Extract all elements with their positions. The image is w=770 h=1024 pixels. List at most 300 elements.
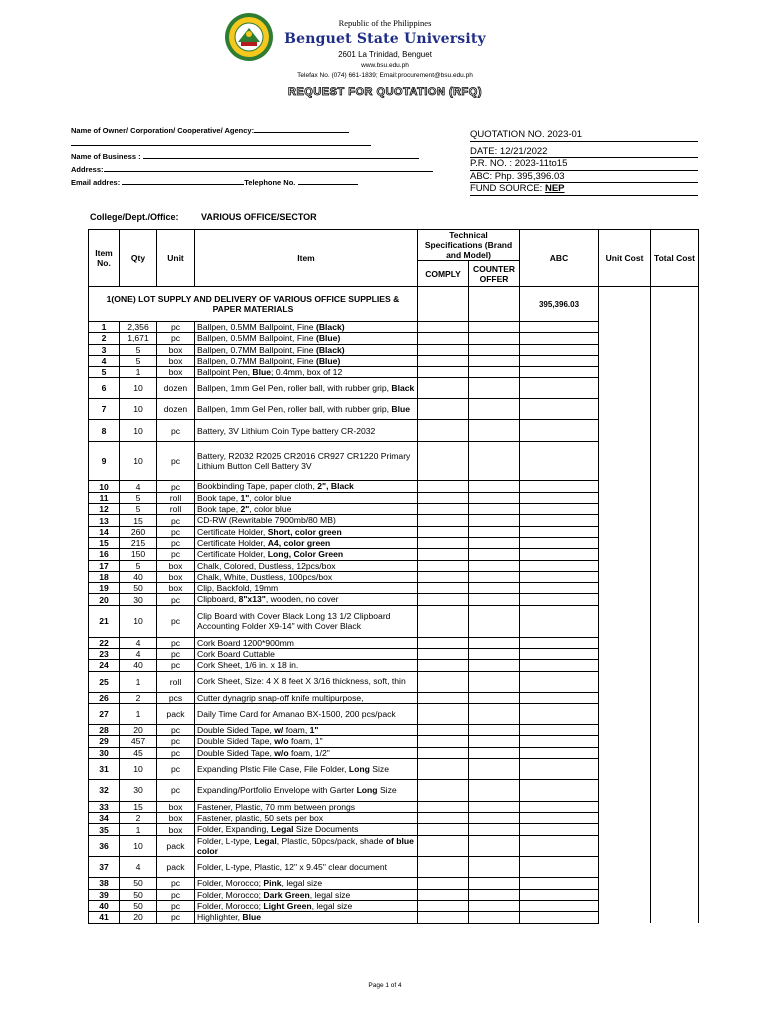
comply-cell[interactable] bbox=[418, 367, 469, 378]
total-cost-cell[interactable] bbox=[651, 900, 699, 911]
item-number: 25 bbox=[89, 671, 120, 692]
total-cost-cell[interactable] bbox=[651, 813, 699, 824]
counter-offer-cell[interactable] bbox=[469, 736, 520, 747]
counter-offer-cell[interactable] bbox=[469, 824, 520, 835]
abc-cell bbox=[520, 889, 599, 900]
item-number: 17 bbox=[89, 560, 120, 571]
comply-cell[interactable] bbox=[418, 747, 469, 758]
unit-cost-cell[interactable] bbox=[599, 605, 651, 637]
comply-cell[interactable] bbox=[418, 504, 469, 515]
lot-counter-cell[interactable] bbox=[469, 287, 520, 322]
counter-offer-cell[interactable] bbox=[469, 537, 520, 548]
unit-cost-cell[interactable] bbox=[599, 583, 651, 594]
total-cost-cell[interactable] bbox=[651, 322, 699, 333]
counter-offer-cell[interactable] bbox=[469, 571, 520, 582]
counter-offer-cell[interactable] bbox=[469, 322, 520, 333]
item-qty: 10 bbox=[120, 605, 157, 637]
table-row bbox=[89, 594, 699, 605]
item-qty: 1 bbox=[120, 671, 157, 692]
item-number: 12 bbox=[89, 504, 120, 515]
university-address: 2601 La Trinidad, Benguet bbox=[338, 50, 432, 59]
telephone-line[interactable] bbox=[298, 176, 358, 185]
total-cost-cell[interactable] bbox=[651, 355, 699, 366]
item-qty: 50 bbox=[120, 583, 157, 594]
counter-offer-cell[interactable] bbox=[469, 747, 520, 758]
total-cost-cell[interactable] bbox=[651, 560, 699, 571]
item-number: 29 bbox=[89, 736, 120, 747]
item-unit: pc bbox=[157, 912, 195, 923]
item-number: 5 bbox=[89, 367, 120, 378]
item-number: 6 bbox=[89, 378, 120, 399]
item-description: Folder, Expanding, Legal Size Documents bbox=[195, 824, 418, 835]
total-cost-cell[interactable] bbox=[651, 779, 699, 801]
counter-offer-cell[interactable] bbox=[469, 526, 520, 537]
owner-line-2[interactable] bbox=[71, 137, 371, 146]
total-cost-cell[interactable] bbox=[651, 835, 699, 857]
total-cost-cell[interactable] bbox=[651, 367, 699, 378]
unit-cost-cell[interactable] bbox=[599, 526, 651, 537]
unit-cost-cell[interactable] bbox=[599, 660, 651, 671]
unit-cost-cell[interactable] bbox=[599, 747, 651, 758]
email-label: Email addres: bbox=[71, 178, 121, 187]
total-cost-cell[interactable] bbox=[651, 571, 699, 582]
counter-offer-cell[interactable] bbox=[469, 583, 520, 594]
unit-cost-cell[interactable] bbox=[599, 367, 651, 378]
item-unit: pc bbox=[157, 594, 195, 605]
unit-cost-cell[interactable] bbox=[599, 671, 651, 692]
counter-offer-cell[interactable] bbox=[469, 605, 520, 637]
comply-cell[interactable] bbox=[418, 779, 469, 801]
comply-cell[interactable] bbox=[418, 736, 469, 747]
counter-offer-cell[interactable] bbox=[469, 900, 520, 911]
item-qty: 10 bbox=[120, 420, 157, 442]
table-row bbox=[89, 900, 699, 911]
item-number: 33 bbox=[89, 801, 120, 812]
abc-cell bbox=[520, 758, 599, 779]
item-number: 20 bbox=[89, 594, 120, 605]
item-qty: 4 bbox=[120, 637, 157, 648]
total-cost-cell[interactable] bbox=[651, 515, 699, 526]
item-qty: 15 bbox=[120, 801, 157, 812]
item-unit: roll bbox=[157, 492, 195, 503]
comply-cell[interactable] bbox=[418, 605, 469, 637]
unit-cost-cell[interactable] bbox=[599, 442, 651, 481]
total-cost-cell[interactable] bbox=[651, 333, 699, 344]
college-label: College/Dept./Office: bbox=[90, 212, 179, 222]
counter-offer-cell[interactable] bbox=[469, 835, 520, 857]
item-qty: 50 bbox=[120, 889, 157, 900]
unit-cost-cell[interactable] bbox=[599, 835, 651, 857]
item-qty: 30 bbox=[120, 779, 157, 801]
item-qty: 40 bbox=[120, 571, 157, 582]
total-cost-cell[interactable] bbox=[651, 747, 699, 758]
counter-offer-cell[interactable] bbox=[469, 878, 520, 889]
unit-cost-cell[interactable] bbox=[599, 322, 651, 333]
total-cost-cell[interactable] bbox=[651, 344, 699, 355]
total-cost-cell[interactable] bbox=[651, 492, 699, 503]
unit-cost-cell[interactable] bbox=[599, 637, 651, 648]
comply-cell[interactable] bbox=[418, 549, 469, 560]
owner-line[interactable] bbox=[254, 124, 349, 133]
total-cost-cell[interactable] bbox=[651, 724, 699, 735]
comply-cell[interactable] bbox=[418, 333, 469, 344]
item-description: Fastener, plastic, 50 sets per box bbox=[195, 813, 418, 824]
unit-cost-cell[interactable] bbox=[599, 692, 651, 703]
header-spec: Technical Specifications (Brand and Model) bbox=[418, 230, 520, 261]
table-row bbox=[89, 878, 699, 889]
total-cost-cell[interactable] bbox=[651, 378, 699, 399]
item-description: Bookbinding Tape, paper cloth, 2", Black bbox=[195, 481, 418, 492]
unit-cost-cell[interactable] bbox=[599, 333, 651, 344]
unit-cost-cell[interactable] bbox=[599, 594, 651, 605]
unit-cost-cell[interactable] bbox=[599, 420, 651, 442]
total-cost-cell[interactable] bbox=[651, 649, 699, 660]
counter-offer-cell[interactable] bbox=[469, 442, 520, 481]
unit-cost-cell[interactable] bbox=[599, 515, 651, 526]
counter-offer-cell[interactable] bbox=[469, 481, 520, 492]
fund-source bbox=[470, 183, 698, 196]
unit-cost-cell[interactable] bbox=[599, 703, 651, 724]
comply-cell[interactable] bbox=[418, 571, 469, 582]
table-row bbox=[89, 526, 699, 537]
abc-cell bbox=[520, 813, 599, 824]
item-qty: 20 bbox=[120, 912, 157, 923]
table-row bbox=[89, 344, 699, 355]
counter-offer-cell[interactable] bbox=[469, 703, 520, 724]
abc-cell bbox=[520, 399, 599, 420]
item-description: Cork Board 1200*900mm bbox=[195, 637, 418, 648]
unit-cost-cell[interactable] bbox=[599, 912, 651, 923]
item-description: Ballpen, 0.5MM Ballpoint, Fine (Blue) bbox=[195, 333, 418, 344]
unit-cost-cell[interactable] bbox=[599, 857, 651, 878]
total-cost-cell[interactable] bbox=[651, 660, 699, 671]
total-cost-cell[interactable] bbox=[651, 758, 699, 779]
total-cost-cell[interactable] bbox=[651, 583, 699, 594]
item-description: Chalk, White, Dustless, 100pcs/box bbox=[195, 571, 418, 582]
item-number: 28 bbox=[89, 724, 120, 735]
telephone-label: Telephone No. bbox=[244, 178, 296, 187]
item-qty: 457 bbox=[120, 736, 157, 747]
unit-cost-cell[interactable] bbox=[599, 736, 651, 747]
item-qty: 1 bbox=[120, 824, 157, 835]
counter-offer-cell[interactable] bbox=[469, 671, 520, 692]
item-number: 34 bbox=[89, 813, 120, 824]
table-row bbox=[89, 399, 699, 420]
comply-cell[interactable] bbox=[418, 801, 469, 812]
total-cost-cell[interactable] bbox=[651, 481, 699, 492]
unit-cost-cell[interactable] bbox=[599, 900, 651, 911]
counter-offer-cell[interactable] bbox=[469, 515, 520, 526]
unit-cost-cell[interactable] bbox=[599, 878, 651, 889]
comply-cell[interactable] bbox=[418, 637, 469, 648]
counter-offer-cell[interactable] bbox=[469, 724, 520, 735]
comply-cell[interactable] bbox=[418, 660, 469, 671]
total-cost-cell[interactable] bbox=[651, 526, 699, 537]
item-qty: 1 bbox=[120, 367, 157, 378]
document-title: REQUEST FOR QUOTATION (RFQ) bbox=[288, 86, 482, 98]
quotation-block bbox=[470, 129, 698, 196]
item-qty: 45 bbox=[120, 747, 157, 758]
comply-cell[interactable] bbox=[418, 344, 469, 355]
counter-offer-cell[interactable] bbox=[469, 549, 520, 560]
comply-cell[interactable] bbox=[418, 442, 469, 481]
item-unit: pc bbox=[157, 878, 195, 889]
table-row bbox=[89, 504, 699, 515]
total-cost-cell[interactable] bbox=[651, 537, 699, 548]
counter-offer-cell[interactable] bbox=[469, 355, 520, 366]
unit-cost-cell[interactable] bbox=[599, 492, 651, 503]
item-unit: pc bbox=[157, 649, 195, 660]
total-cost-cell[interactable] bbox=[651, 605, 699, 637]
counter-offer-cell[interactable] bbox=[469, 692, 520, 703]
business-label: Name of Business : bbox=[71, 152, 141, 161]
unit-cost-cell[interactable] bbox=[599, 824, 651, 835]
item-unit: box bbox=[157, 355, 195, 366]
lot-comply-cell[interactable] bbox=[418, 287, 469, 322]
unit-cost-cell[interactable] bbox=[599, 813, 651, 824]
comply-cell[interactable] bbox=[418, 515, 469, 526]
item-description: Ballpen, 0.5MM Ballpoint, Fine (Black) bbox=[195, 322, 418, 333]
counter-offer-cell[interactable] bbox=[469, 801, 520, 812]
comply-cell[interactable] bbox=[418, 322, 469, 333]
item-description: Expanding/Portfolio Envelope with Garter Long Size bbox=[195, 779, 418, 801]
item-number: 16 bbox=[89, 549, 120, 560]
total-cost-cell[interactable] bbox=[651, 801, 699, 812]
header-counter-offer: COUNTER OFFER bbox=[469, 261, 520, 287]
comply-cell[interactable] bbox=[418, 671, 469, 692]
comply-cell[interactable] bbox=[418, 537, 469, 548]
comply-cell[interactable] bbox=[418, 857, 469, 878]
table-row bbox=[89, 824, 699, 835]
item-description: Cutter dynagrip snap-off knife multipurpose, bbox=[195, 692, 418, 703]
abc-cell bbox=[520, 835, 599, 857]
item-description: Book tape, 2", color blue bbox=[195, 504, 418, 515]
comply-cell[interactable] bbox=[418, 583, 469, 594]
item-number: 3 bbox=[89, 344, 120, 355]
abc-cell bbox=[520, 560, 599, 571]
item-number: 1 bbox=[89, 322, 120, 333]
comply-cell[interactable] bbox=[418, 889, 469, 900]
item-unit: pc bbox=[157, 779, 195, 801]
item-description: Expanding Plstic File Case, File Folder, Long Size bbox=[195, 758, 418, 779]
item-unit: pc bbox=[157, 758, 195, 779]
total-cost-cell[interactable] bbox=[651, 736, 699, 747]
comply-cell[interactable] bbox=[418, 560, 469, 571]
unit-cost-cell[interactable] bbox=[599, 481, 651, 492]
counter-offer-cell[interactable] bbox=[469, 333, 520, 344]
business-line[interactable] bbox=[143, 150, 419, 159]
item-description: Fastener, Plastic, 70 mm between prongs bbox=[195, 801, 418, 812]
comply-cell[interactable] bbox=[418, 835, 469, 857]
item-description: Certificate Holder, Long, Color Green bbox=[195, 549, 418, 560]
header-abc: ABC bbox=[520, 230, 599, 287]
item-qty: 5 bbox=[120, 344, 157, 355]
item-qty: 10 bbox=[120, 835, 157, 857]
unit-cost-cell[interactable] bbox=[599, 801, 651, 812]
university-name: Benguet State University bbox=[284, 31, 486, 47]
counter-offer-cell[interactable] bbox=[469, 560, 520, 571]
abc-cell bbox=[520, 492, 599, 503]
item-unit: pack bbox=[157, 703, 195, 724]
unit-cost-cell[interactable] bbox=[599, 779, 651, 801]
total-cost-cell[interactable] bbox=[651, 824, 699, 835]
total-cost-cell[interactable] bbox=[651, 912, 699, 923]
counter-offer-cell[interactable] bbox=[469, 504, 520, 515]
comply-cell[interactable] bbox=[418, 813, 469, 824]
comply-cell[interactable] bbox=[418, 878, 469, 889]
table-row bbox=[89, 537, 699, 548]
unit-cost-cell[interactable] bbox=[599, 571, 651, 582]
item-number: 32 bbox=[89, 779, 120, 801]
counter-offer-cell[interactable] bbox=[469, 594, 520, 605]
total-cost-cell[interactable] bbox=[651, 671, 699, 692]
item-qty: 2 bbox=[120, 692, 157, 703]
page-number: Page 1 of 4 bbox=[368, 982, 402, 989]
item-number: 35 bbox=[89, 824, 120, 835]
abc-cell bbox=[520, 515, 599, 526]
counter-offer-cell[interactable] bbox=[469, 857, 520, 878]
table-row bbox=[89, 889, 699, 900]
unit-cost-cell[interactable] bbox=[599, 504, 651, 515]
comply-cell[interactable] bbox=[418, 420, 469, 442]
unit-cost-cell[interactable] bbox=[599, 560, 651, 571]
college-line bbox=[90, 212, 317, 222]
item-number: 31 bbox=[89, 758, 120, 779]
comply-cell[interactable] bbox=[418, 649, 469, 660]
comply-cell[interactable] bbox=[418, 378, 469, 399]
counter-offer-cell[interactable] bbox=[469, 889, 520, 900]
table-row bbox=[89, 420, 699, 442]
item-description: Daily Time Card for Amanao BX-1500, 200 pcs/pack bbox=[195, 703, 418, 724]
unit-cost-cell[interactable] bbox=[599, 399, 651, 420]
abc-cell bbox=[520, 660, 599, 671]
counter-offer-cell[interactable] bbox=[469, 492, 520, 503]
item-description: Ballpoint Pen, Blue; 0.4mm, box of 12 bbox=[195, 367, 418, 378]
lot-total-cost-cell[interactable] bbox=[651, 287, 699, 322]
comply-cell[interactable] bbox=[418, 824, 469, 835]
counter-offer-cell[interactable] bbox=[469, 660, 520, 671]
counter-offer-cell[interactable] bbox=[469, 367, 520, 378]
comply-cell[interactable] bbox=[418, 526, 469, 537]
counter-offer-cell[interactable] bbox=[469, 813, 520, 824]
item-qty: 5 bbox=[120, 560, 157, 571]
table-row bbox=[89, 736, 699, 747]
item-number: 21 bbox=[89, 605, 120, 637]
item-number: 8 bbox=[89, 420, 120, 442]
unit-cost-cell[interactable] bbox=[599, 649, 651, 660]
counter-offer-cell[interactable] bbox=[469, 912, 520, 923]
counter-offer-cell[interactable] bbox=[469, 649, 520, 660]
abc-cell bbox=[520, 912, 599, 923]
supplier-fields bbox=[71, 124, 433, 189]
item-number: 11 bbox=[89, 492, 120, 503]
comply-cell[interactable] bbox=[418, 492, 469, 503]
item-number: 22 bbox=[89, 637, 120, 648]
owner-label: Name of Owner/ Corporation/ Cooperative/ Agency: bbox=[71, 126, 255, 135]
table-row bbox=[89, 747, 699, 758]
total-cost-cell[interactable] bbox=[651, 399, 699, 420]
item-number: 9 bbox=[89, 442, 120, 481]
unit-cost-cell[interactable] bbox=[599, 889, 651, 900]
total-cost-cell[interactable] bbox=[651, 420, 699, 442]
fund-source-value: NEP bbox=[544, 183, 565, 194]
email-line[interactable] bbox=[122, 176, 244, 185]
unit-cost-cell[interactable] bbox=[599, 378, 651, 399]
counter-offer-cell[interactable] bbox=[469, 344, 520, 355]
comply-cell[interactable] bbox=[418, 355, 469, 366]
counter-offer-cell[interactable] bbox=[469, 399, 520, 420]
abc-cell bbox=[520, 481, 599, 492]
lot-abc: 395,396.03 bbox=[520, 287, 599, 322]
table-row bbox=[89, 355, 699, 366]
comply-cell[interactable] bbox=[418, 594, 469, 605]
address-line[interactable] bbox=[104, 163, 433, 172]
abc-cell bbox=[520, 333, 599, 344]
item-unit: pack bbox=[157, 835, 195, 857]
comply-cell[interactable] bbox=[418, 481, 469, 492]
item-unit: pc bbox=[157, 322, 195, 333]
total-cost-cell[interactable] bbox=[651, 878, 699, 889]
comply-cell[interactable] bbox=[418, 758, 469, 779]
unit-cost-cell[interactable] bbox=[599, 549, 651, 560]
total-cost-cell[interactable] bbox=[651, 703, 699, 724]
item-description: Cork Sheet, 1/6 in. x 18 in. bbox=[195, 660, 418, 671]
unit-cost-cell[interactable] bbox=[599, 537, 651, 548]
counter-offer-cell[interactable] bbox=[469, 420, 520, 442]
comply-cell[interactable] bbox=[418, 703, 469, 724]
counter-offer-cell[interactable] bbox=[469, 378, 520, 399]
abc-cell bbox=[520, 526, 599, 537]
abc-cell bbox=[520, 703, 599, 724]
comply-cell[interactable] bbox=[418, 399, 469, 420]
abc-cell bbox=[520, 571, 599, 582]
comply-cell[interactable] bbox=[418, 912, 469, 923]
unit-cost-cell[interactable] bbox=[599, 758, 651, 779]
counter-offer-cell[interactable] bbox=[469, 758, 520, 779]
total-cost-cell[interactable] bbox=[651, 857, 699, 878]
total-cost-cell[interactable] bbox=[651, 549, 699, 560]
comply-cell[interactable] bbox=[418, 724, 469, 735]
comply-cell[interactable] bbox=[418, 900, 469, 911]
lot-unit-cost-cell[interactable] bbox=[599, 287, 651, 322]
comply-cell[interactable] bbox=[418, 692, 469, 703]
item-description: Highlighter, Blue bbox=[195, 912, 418, 923]
table-row bbox=[89, 549, 699, 560]
total-cost-cell[interactable] bbox=[651, 442, 699, 481]
item-qty: 50 bbox=[120, 878, 157, 889]
unit-cost-cell[interactable] bbox=[599, 355, 651, 366]
unit-cost-cell[interactable] bbox=[599, 344, 651, 355]
counter-offer-cell[interactable] bbox=[469, 779, 520, 801]
item-description: Clipboard, 8"x13", wooden, no cover bbox=[195, 594, 418, 605]
abc-amount: ABC: Php. 395,396.03 bbox=[470, 171, 698, 184]
item-qty: 10 bbox=[120, 378, 157, 399]
item-description: CD-RW (Rewritable 7900mb/80 MB) bbox=[195, 515, 418, 526]
abc-cell bbox=[520, 692, 599, 703]
total-cost-cell[interactable] bbox=[651, 889, 699, 900]
table-row bbox=[89, 515, 699, 526]
item-qty: 215 bbox=[120, 537, 157, 548]
item-description: Battery, 3V Lithium Coin Type battery CR-2032 bbox=[195, 420, 418, 442]
item-unit: dozen bbox=[157, 378, 195, 399]
total-cost-cell[interactable] bbox=[651, 692, 699, 703]
counter-offer-cell[interactable] bbox=[469, 637, 520, 648]
total-cost-cell[interactable] bbox=[651, 594, 699, 605]
total-cost-cell[interactable] bbox=[651, 637, 699, 648]
unit-cost-cell[interactable] bbox=[599, 724, 651, 735]
item-description: Certificate Holder, Short, color green bbox=[195, 526, 418, 537]
total-cost-cell[interactable] bbox=[651, 504, 699, 515]
